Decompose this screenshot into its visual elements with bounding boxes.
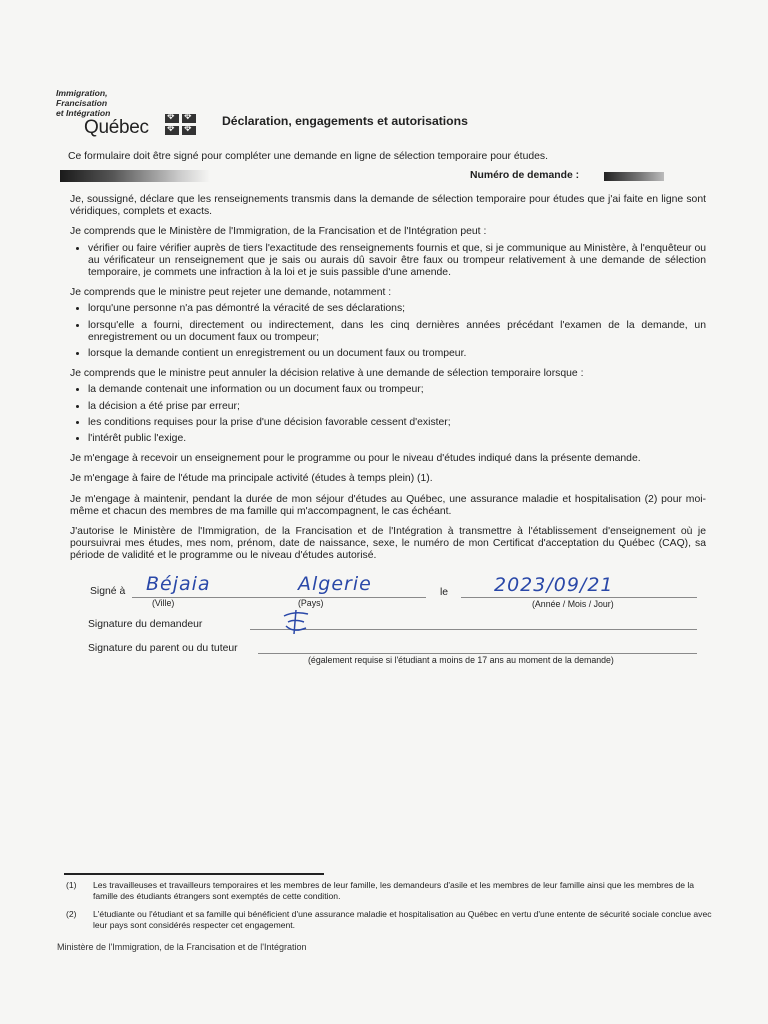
list-item: • la demande contenait une information ou un document faux ou trompeur; <box>88 384 706 396</box>
guardian-signature-line[interactable] <box>258 652 697 654</box>
page-footer: Ministère de l'Immigration, de la Francisation et de l'Intégration <box>57 942 307 952</box>
authorization-paragraph: J'autorise le Ministère de l'Immigration, de la Francisation et de l'Intégration à transmettre à l'établissement d'enseignement où je poursuivrai mes études, mes nom, prénom, date de naissance, sexe, le numéro de mon Certificat d'acceptation du Québec (CAQ), sa période de validité et le programme ou le niveau d'études autorisé. <box>70 526 706 562</box>
list-item: • lorsqu'elle a fourni, directement ou indirectement, dans les cinq dernières années précédant l'examen de la demande, un enregistrement ou un document faux ou trompeur; <box>88 320 706 344</box>
list-item: • vérifier ou faire vérifier auprès de tiers l'exactitude des renseignements fournis et que, si je communique au Ministère, à l'enquêteur ou au vérificateur un renseignement que je sais ou aurais dû savoir être faux ou trompeur relativement à une demande de sélection temporaire, je commets une infraction à la loi et je suis passible d'une amende. <box>88 243 706 280</box>
list-item: • lorqu'une personne n'a pas démontré la véracité de ses déclarations; <box>88 303 706 315</box>
city-caption: (Ville) <box>152 598 175 608</box>
applicant-signature-line[interactable] <box>250 628 697 630</box>
guardian-note: (également requise si l'étudiant a moins de 17 ans au moment de la demande) <box>308 655 614 665</box>
ministry-line: Immigration, <box>56 88 108 98</box>
date-caption: (Année / Mois / Jour) <box>532 599 614 609</box>
reject-lead: Je comprends que le ministre peut rejeter une demande, notamment : <box>70 287 392 299</box>
commitment-paragraph: Je m'engage à recevoir un enseignement pour le programme ou pour le niveau d'études indiqué dans la présente demande. <box>70 453 641 465</box>
commitment-paragraph: Je m'engage à maintenir, pendant la durée de mon séjour d'études au Québec, une assurance maladie et hospitalisation (2) pour moi-même et chacun des membres de ma famille qui m'accompagnent, le cas échéant. <box>70 493 706 517</box>
date-handwritten: 2023/09/21 <box>494 574 614 596</box>
ministry-line: Francisation <box>56 98 108 108</box>
declaration-body <box>70 194 706 571</box>
understand-lead: Je comprends que le Ministère de l'Immigration, de la Francisation et de l'Intégration peut : <box>70 226 487 238</box>
ministry-name <box>56 88 110 118</box>
footnote-text: Les travailleuses et travailleurs temporaires et les membres de leur famille, les demandeurs d'asile et les membres de leur famille ainsi que les membres de la famille des étudiants étrangers sont exemptés de cette condition. <box>93 880 695 901</box>
city-handwritten: Béjaia <box>146 573 211 595</box>
footnote-2 <box>66 909 716 933</box>
fleur-de-lis-flag-icon <box>165 114 197 136</box>
document-title: Déclaration, engagements et autorisations <box>222 114 468 128</box>
applicant-signature-mark <box>278 608 314 638</box>
declaration-paragraph: Je, soussigné, déclare que les renseignements transmis dans la demande de sélection temporaire pour études que j'ai faite en ligne sont véridiques, complets et exacts. <box>70 194 706 218</box>
understand-list <box>70 243 706 280</box>
commitment-paragraph: Je m'engage à faire de l'étude ma principale activité (études à temps plein) (1). <box>70 473 433 485</box>
date-label: le <box>440 587 449 598</box>
footnote-divider <box>64 873 324 875</box>
guardian-signature-label: Signature du parent ou du tuteur <box>88 643 238 654</box>
country-handwritten: Algerie <box>298 573 372 595</box>
date-line[interactable] <box>461 596 697 598</box>
redaction-bar <box>60 170 210 182</box>
footnote-1 <box>66 880 716 904</box>
cancel-list <box>70 384 706 445</box>
footnote-number: (2) <box>66 909 77 919</box>
city-country-line[interactable] <box>132 596 426 598</box>
list-item: • les conditions requises pour la prise d'une décision favorable cessent d'exister; <box>88 417 706 429</box>
demand-number-label: Numéro de demande : <box>470 170 580 181</box>
signed-at-label: Signé à <box>90 586 126 597</box>
intro-text: Ce formulaire doit être signé pour compléter une demande en ligne de sélection temporaire pour études. <box>68 151 548 162</box>
ministry-line: et Intégration <box>56 108 111 118</box>
country-caption: (Pays) <box>298 598 324 608</box>
demand-number-redacted <box>604 172 664 181</box>
applicant-signature-label: Signature du demandeur <box>88 619 203 630</box>
list-item: • la décision a été prise par erreur; <box>88 401 706 413</box>
footnote-number: (1) <box>66 880 77 890</box>
cancel-lead: Je comprends que le ministre peut annuler la décision relative à une demande de sélection temporaire lorsque : <box>70 368 584 380</box>
list-item: • lorsque la demande contient un enregistrement ou un document faux ou trompeur. <box>88 348 706 360</box>
list-item: • l'intérêt public l'exige. <box>88 433 706 445</box>
quebec-logo-text: Québec <box>84 117 149 138</box>
footnote-text: L'étudiante ou l'étudiant et sa famille qui bénéficient d'une assurance maladie et hospitalisation au Québec en vertu d'une entente de sécurité sociale conclue avec leur pays sont considérés respecter cet engagement. <box>93 909 712 930</box>
reject-list <box>70 303 706 360</box>
